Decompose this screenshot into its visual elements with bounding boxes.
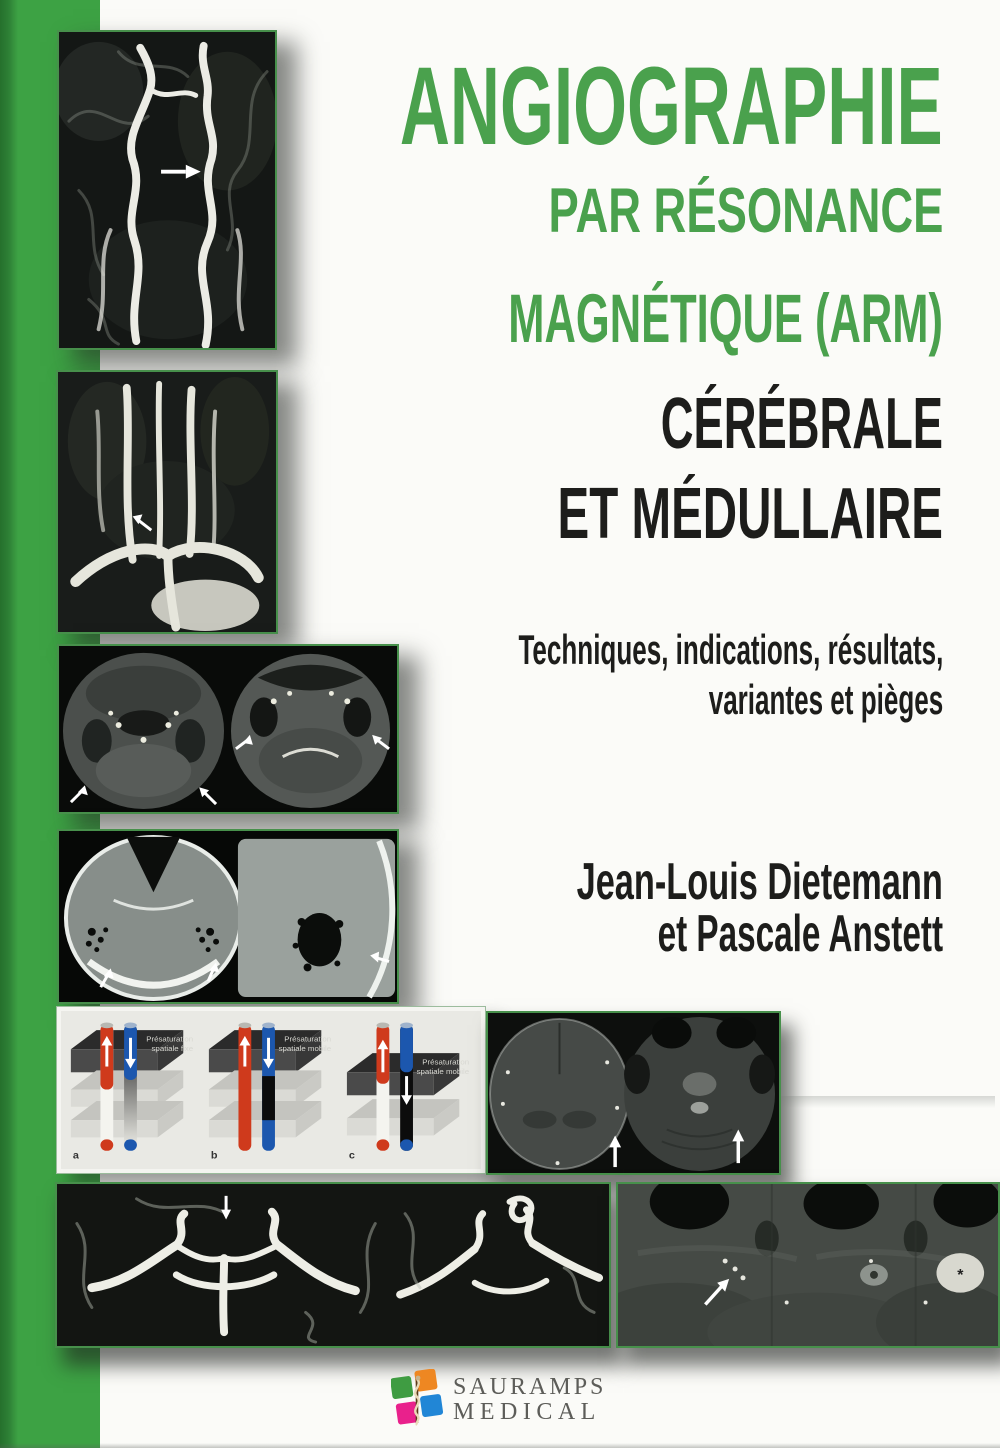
panel-a-letter: a [72, 1149, 79, 1162]
axial-ct-pair-art [59, 831, 397, 1002]
caduceus-icon [415, 1376, 420, 1425]
subtitle-line-2: variantes et pièges [708, 676, 943, 723]
panel-c-letter: c [348, 1149, 355, 1162]
panel-a-label-line2: spatiale fixe [151, 1044, 194, 1054]
axial-mri-pair-2-image [486, 1011, 781, 1175]
panel-c-label-line1: Présaturation [422, 1057, 470, 1067]
asterisk-annotation: * [957, 1266, 964, 1284]
title-line-4: CÉRÉBRALE [660, 384, 943, 464]
publisher-name-line2: MEDICAL [453, 1399, 601, 1425]
page-bottom-edge [0, 1443, 1000, 1448]
axial-mri-strip-image [616, 1182, 1000, 1348]
axial-ct-pair-image [57, 829, 399, 1004]
mra-neck-art [59, 32, 275, 348]
mra-willis-art [57, 1184, 609, 1346]
mra-aortic-arch-art [58, 372, 276, 632]
publisher-logo [391, 1367, 651, 1437]
logo-square-blue [420, 1394, 443, 1418]
subtitle-line-1: Techniques, indications, résultats, [518, 626, 943, 673]
mra-aortic-arch-image [56, 370, 278, 634]
panel-b-label-line2: spatiale mobile [278, 1044, 332, 1054]
author-line-1: Jean-Louis Dietemann [576, 853, 943, 911]
sauramps-logo-icon [391, 1369, 443, 1429]
logo-square-green [391, 1376, 414, 1400]
presaturation-diagram [57, 1007, 485, 1173]
scan-shadow-streak [781, 1096, 995, 1108]
mra-neck-image [57, 30, 277, 350]
panel-b-letter: b [210, 1149, 218, 1162]
title-line-3: MAGNÉTIQUE (ARM) [508, 280, 943, 357]
author-line-2: et Pascale Anstett [657, 905, 943, 963]
panel-b-label-line1: Présaturation [284, 1034, 332, 1044]
publisher-name [453, 1375, 606, 1424]
mra-circle-of-willis-image [55, 1182, 611, 1348]
panel-c-label-line2: spatiale mobile [416, 1067, 470, 1077]
title-line-2: PAR RÉSONANCE [548, 176, 943, 246]
axial-mri-pair-image [57, 644, 399, 814]
panel-a-label-line1: Présaturation [146, 1034, 194, 1044]
title-line-1: ANGIOGRAPHIE [400, 45, 943, 168]
axial-mri-pair-2-art [488, 1013, 779, 1173]
axial-mri-pair-art [59, 646, 397, 812]
title-line-5: ET MÉDULLAIRE [557, 474, 943, 554]
axial-strip-art [618, 1184, 998, 1346]
publisher-name-line1: SAURAMPS [453, 1374, 607, 1400]
